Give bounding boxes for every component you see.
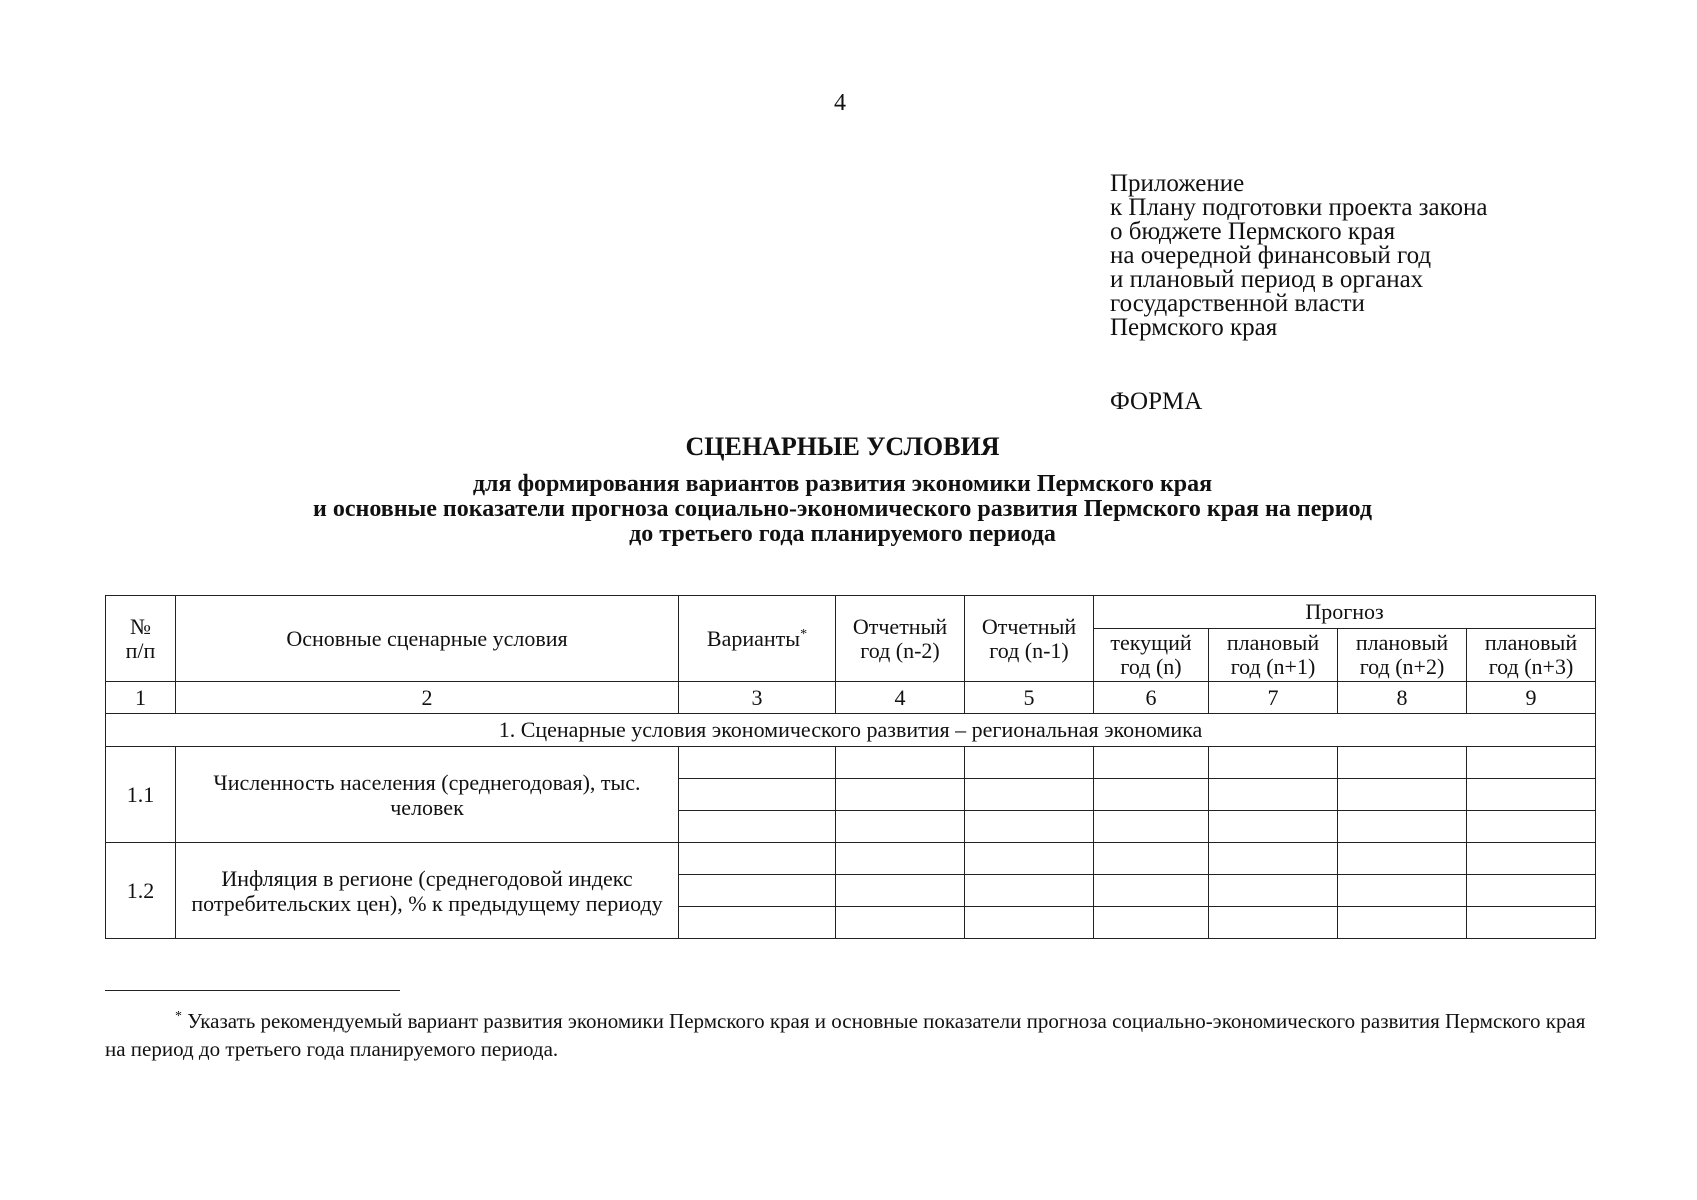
header-plan-year-2: плановый год (n+2): [1338, 629, 1467, 682]
row-number: 1.2: [106, 843, 176, 939]
empty-cell[interactable]: [965, 875, 1094, 907]
empty-cell[interactable]: [1094, 875, 1209, 907]
appendix-line: на очередной финансовый год: [1110, 242, 1432, 269]
column-number-row: [106, 682, 1596, 714]
empty-cell[interactable]: [679, 811, 836, 843]
empty-cell[interactable]: [1094, 811, 1209, 843]
empty-cell[interactable]: [1094, 843, 1209, 875]
empty-cell[interactable]: [1467, 811, 1596, 843]
empty-cell[interactable]: [1209, 811, 1338, 843]
empty-cell[interactable]: [965, 747, 1094, 779]
empty-cell[interactable]: [1209, 779, 1338, 811]
column-number: 4: [836, 682, 965, 714]
column-number: 5: [965, 682, 1094, 714]
footnote-divider: [105, 990, 400, 991]
appendix-line: и плановый период в органах: [1110, 266, 1424, 293]
empty-cell[interactable]: [1209, 843, 1338, 875]
table-row: [106, 843, 1596, 875]
empty-cell[interactable]: [1209, 907, 1338, 939]
empty-cell[interactable]: [965, 811, 1094, 843]
column-number: 6: [1094, 682, 1209, 714]
appendix-line: о бюджете Пермского края: [1110, 218, 1396, 245]
empty-cell[interactable]: [1467, 747, 1596, 779]
appendix-line: Пермского края: [1110, 314, 1278, 341]
appendix-line: Приложение: [1110, 170, 1245, 197]
empty-cell[interactable]: [836, 811, 965, 843]
footnote: [105, 1007, 1605, 1063]
document-title: СЦЕНАРНЫЕ УСЛОВИЯ: [685, 432, 1000, 461]
empty-cell[interactable]: [1094, 907, 1209, 939]
subtitle-line: и основные показатели прогноза социально-экономического развития Пермского края на период: [313, 496, 1372, 522]
empty-cell[interactable]: [1209, 875, 1338, 907]
empty-cell[interactable]: [679, 843, 836, 875]
row-condition: Инфляция в регионе (среднегодовой индекс потребительских цен), % к предыдущему периоду: [176, 843, 679, 939]
header-reported-n1: Отчетный год (n-1): [965, 596, 1094, 682]
header-variants: Варианты*: [679, 596, 836, 682]
empty-cell[interactable]: [1209, 747, 1338, 779]
empty-cell[interactable]: [965, 779, 1094, 811]
empty-cell[interactable]: [1338, 907, 1467, 939]
column-number: 2: [176, 682, 679, 714]
table-row: [106, 747, 1596, 779]
empty-cell[interactable]: [1338, 779, 1467, 811]
empty-cell[interactable]: [1467, 907, 1596, 939]
subtitle-line: до третьего года планируемого периода: [629, 521, 1056, 547]
empty-cell[interactable]: [1467, 779, 1596, 811]
header-current-year: текущий год (n): [1094, 629, 1209, 682]
empty-cell[interactable]: [836, 747, 965, 779]
form-label: ФОРМА: [1110, 388, 1203, 415]
column-number: 3: [679, 682, 836, 714]
row-condition: Численность населения (среднегодовая), тыс. человек: [176, 747, 679, 843]
subtitle-line: для формирования вариантов развития экономики Пермского края: [472, 471, 1213, 497]
column-number: 8: [1338, 682, 1467, 714]
empty-cell[interactable]: [965, 843, 1094, 875]
section-title: 1. Сценарные условия экономического развития – региональная экономика: [106, 714, 1596, 747]
empty-cell[interactable]: [1467, 843, 1596, 875]
column-number: 7: [1209, 682, 1338, 714]
empty-cell[interactable]: [965, 907, 1094, 939]
header-reported-n2: Отчетный год (n-2): [836, 596, 965, 682]
column-number: 9: [1467, 682, 1596, 714]
header-conditions: Основные сценарные условия: [176, 596, 679, 682]
empty-cell[interactable]: [1338, 875, 1467, 907]
empty-cell[interactable]: [679, 875, 836, 907]
empty-cell[interactable]: [679, 779, 836, 811]
empty-cell[interactable]: [1094, 779, 1209, 811]
footnote-mark: *: [175, 1009, 182, 1024]
footnote-text: Указать рекомендуемый вариант развития экономики Пермского края и основные показатели прогноза социально-экономического развития Пермского края на период до третьего года планируемого периода.: [105, 1009, 1586, 1061]
empty-cell[interactable]: [1094, 747, 1209, 779]
empty-cell[interactable]: [836, 907, 965, 939]
empty-cell[interactable]: [836, 843, 965, 875]
header-num: № п/п: [106, 596, 176, 682]
empty-cell[interactable]: [679, 747, 836, 779]
empty-cell[interactable]: [679, 907, 836, 939]
empty-cell[interactable]: [1338, 843, 1467, 875]
scenario-table: [105, 595, 1596, 939]
column-number: 1: [106, 682, 176, 714]
page-number: 4: [834, 90, 846, 116]
empty-cell[interactable]: [836, 875, 965, 907]
appendix-line: государственной власти: [1110, 290, 1365, 317]
empty-cell[interactable]: [836, 779, 965, 811]
header-plan-year-3: плановый год (n+3): [1467, 629, 1596, 682]
header-plan-year-1: плановый год (n+1): [1209, 629, 1338, 682]
appendix-block: [1110, 172, 1488, 340]
empty-cell[interactable]: [1467, 875, 1596, 907]
appendix-line: к Плану подготовки проекта закона: [1110, 194, 1488, 221]
header-forecast: Прогноз: [1094, 596, 1596, 629]
empty-cell[interactable]: [1338, 811, 1467, 843]
row-number: 1.1: [106, 747, 176, 843]
empty-cell[interactable]: [1338, 747, 1467, 779]
document-subtitle: [0, 472, 1685, 547]
